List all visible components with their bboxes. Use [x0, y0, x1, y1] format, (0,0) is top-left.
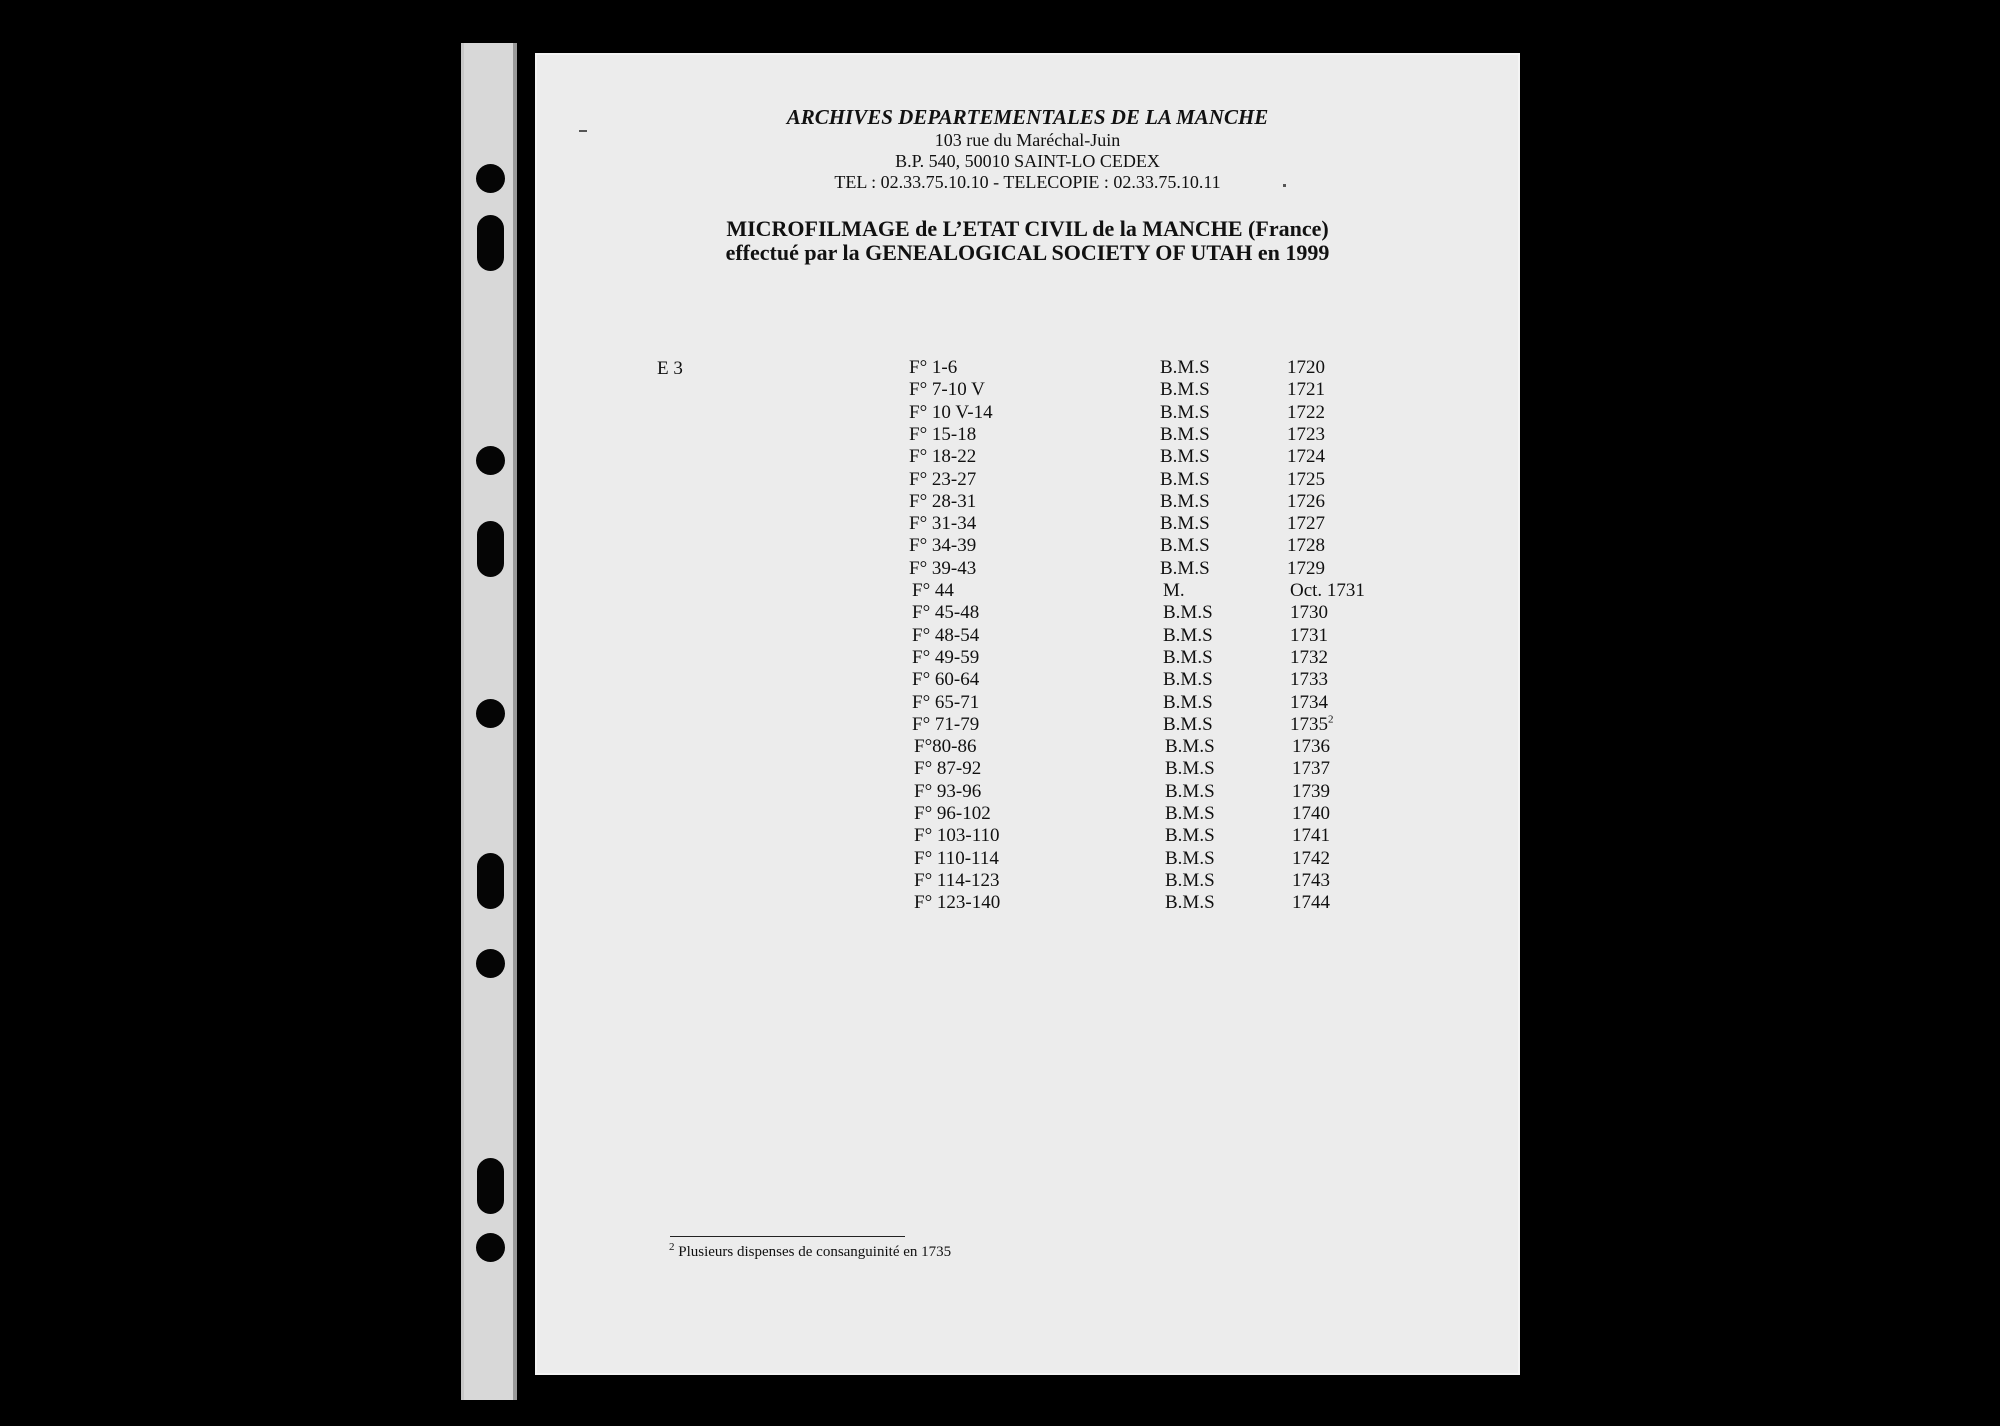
record-type-cell: B.M.S	[1160, 424, 1210, 445]
document-title: MICROFILMAGE de L’ETAT CIVIL de la MANCHE (France)	[726, 216, 1329, 241]
year-value: 1721	[1287, 379, 1325, 400]
record-type-cell: B.M.S	[1160, 469, 1210, 490]
punch-hole	[477, 521, 504, 577]
punch-hole	[476, 949, 505, 978]
address-line-2: B.P. 540, 50010 SAINT-LO CEDEX	[895, 151, 1160, 171]
record-type-cell: B.M.S	[1160, 357, 1210, 378]
address-line-1: 103 rue du Maréchal-Juin	[934, 130, 1121, 150]
year-value: Oct. 1731	[1290, 580, 1365, 601]
year-value: 1731	[1290, 625, 1328, 646]
folio-cell: F° 18-22	[909, 446, 977, 467]
year-cell	[1292, 736, 1330, 758]
folio-cell: F° 23-27	[909, 469, 977, 490]
folio-cell: F° 65-71	[912, 692, 980, 713]
record-type-cell: M.	[1163, 580, 1185, 601]
year-cell	[1287, 469, 1325, 491]
punch-hole	[476, 699, 505, 728]
record-type-cell: B.M.S	[1160, 379, 1210, 400]
punch-hole	[477, 853, 504, 909]
year-value: 1728	[1287, 535, 1325, 556]
year-cell	[1287, 379, 1325, 401]
year-cell	[1290, 692, 1328, 714]
folio-cell: F°80-86	[914, 736, 977, 757]
folio-cell: F° 45-48	[912, 602, 980, 623]
year-value: 1741	[1292, 825, 1330, 846]
record-type-cell: B.M.S	[1160, 535, 1210, 556]
folio-cell: F° 49-59	[912, 647, 980, 668]
record-type-cell: B.M.S	[1160, 446, 1210, 467]
series-code: E 3	[657, 358, 683, 379]
year-cell	[1287, 513, 1325, 535]
footnote-divider	[670, 1236, 905, 1237]
punch-hole	[476, 164, 505, 193]
folio-cell: F° 114-123	[914, 870, 1000, 891]
paper-speck	[1283, 184, 1286, 187]
year-value: 1726	[1287, 491, 1325, 512]
year-cell	[1290, 669, 1328, 691]
folio-cell: F° 96-102	[914, 803, 991, 824]
punch-hole	[477, 215, 504, 271]
year-cell	[1290, 602, 1328, 624]
year-value: 1733	[1290, 669, 1328, 690]
year-cell	[1287, 357, 1325, 379]
footnote-number: 2	[669, 1241, 675, 1253]
year-cell	[1287, 535, 1325, 557]
year-cell	[1287, 424, 1325, 446]
year-cell	[1290, 625, 1328, 647]
year-value: 1740	[1292, 803, 1330, 824]
year-value: 1732	[1290, 647, 1328, 668]
year-value: 1739	[1292, 781, 1330, 802]
folio-cell: F° 123-140	[914, 892, 1001, 913]
record-type-cell: B.M.S	[1165, 848, 1215, 869]
year-value: 1720	[1287, 357, 1325, 378]
footnote-reference: 2	[1328, 713, 1334, 726]
record-type-cell: B.M.S	[1163, 602, 1213, 623]
folio-cell: F° 110-114	[914, 848, 999, 869]
folio-cell: F° 44	[912, 580, 954, 601]
year-cell	[1287, 558, 1325, 580]
footnote	[669, 1241, 952, 1261]
record-type-cell: B.M.S	[1165, 803, 1215, 824]
record-type-cell: B.M.S	[1165, 758, 1215, 779]
year-value: 1725	[1287, 469, 1325, 490]
punch-hole	[477, 1158, 504, 1214]
folio-cell: F° 103-110	[914, 825, 1000, 846]
folio-cell: F° 93-96	[914, 781, 982, 802]
year-value: 1737	[1292, 758, 1330, 779]
year-value: 1735	[1290, 714, 1328, 735]
year-value: 1742	[1292, 848, 1330, 869]
folio-cell: F° 10 V-14	[909, 402, 993, 423]
record-type-cell: B.M.S	[1165, 825, 1215, 846]
record-type-cell: B.M.S	[1160, 402, 1210, 423]
year-cell	[1287, 491, 1325, 513]
record-type-cell: B.M.S	[1160, 513, 1210, 534]
year-cell	[1292, 803, 1330, 825]
record-type-cell: B.M.S	[1163, 669, 1213, 690]
document-subtitle: effectué par la GENEALOGICAL SOCIETY OF UTAH en 1999	[725, 240, 1330, 265]
folio-cell: F° 28-31	[909, 491, 977, 512]
record-type-cell: B.M.S	[1165, 892, 1215, 913]
year-cell	[1292, 848, 1330, 870]
record-type-cell: B.M.S	[1163, 692, 1213, 713]
archive-name: ARCHIVES DEPARTEMENTALES DE LA MANCHE	[786, 105, 1269, 129]
folio-cell: F° 71-79	[912, 714, 980, 735]
punch-hole	[476, 446, 505, 475]
year-cell	[1290, 647, 1328, 669]
folio-cell: F° 87-92	[914, 758, 982, 779]
year-cell	[1292, 758, 1330, 780]
year-value: 1722	[1287, 402, 1325, 423]
record-type-cell: B.M.S	[1165, 870, 1215, 891]
folio-cell: F° 31-34	[909, 513, 977, 534]
year-cell	[1287, 446, 1325, 468]
year-value: 1723	[1287, 424, 1325, 445]
year-value: 1727	[1287, 513, 1325, 534]
record-type-cell: B.M.S	[1160, 558, 1210, 579]
folio-cell: F° 60-64	[912, 669, 980, 690]
year-value: 1724	[1287, 446, 1325, 467]
year-cell	[1292, 870, 1330, 892]
paper-speck	[579, 130, 587, 132]
punch-hole	[476, 1233, 505, 1262]
phone-line: TEL : 02.33.75.10.10 - TELECOPIE : 02.33.75.10.11	[834, 172, 1221, 192]
record-type-cell: B.M.S	[1163, 647, 1213, 668]
record-type-cell: B.M.S	[1160, 491, 1210, 512]
year-cell	[1292, 825, 1330, 847]
year-value: 1734	[1290, 692, 1328, 713]
folio-cell: F° 39-43	[909, 558, 977, 579]
year-value: 1730	[1290, 602, 1328, 623]
year-cell	[1287, 402, 1325, 424]
year-value: 1744	[1292, 892, 1330, 913]
year-cell	[1292, 892, 1330, 914]
year-cell	[1292, 781, 1330, 803]
record-type-cell: B.M.S	[1163, 625, 1213, 646]
year-value: 1736	[1292, 736, 1330, 757]
folio-cell: F° 48-54	[912, 625, 980, 646]
record-type-cell: B.M.S	[1163, 714, 1213, 735]
year-cell	[1290, 714, 1334, 736]
year-value: 1729	[1287, 558, 1325, 579]
record-type-cell: B.M.S	[1165, 781, 1215, 802]
folio-cell: F° 7-10 V	[909, 379, 985, 400]
year-value: 1743	[1292, 870, 1330, 891]
document-page	[535, 53, 1520, 1375]
year-cell	[1290, 580, 1365, 602]
record-type-cell: B.M.S	[1165, 736, 1215, 757]
folio-cell: F° 34-39	[909, 535, 977, 556]
footnote-text: Plusieurs dispenses de consanguinité en 1735	[678, 1244, 952, 1260]
folio-cell: F° 1-6	[909, 357, 958, 378]
folio-cell: F° 15-18	[909, 424, 977, 445]
binder-sleeve-strip	[461, 43, 517, 1400]
